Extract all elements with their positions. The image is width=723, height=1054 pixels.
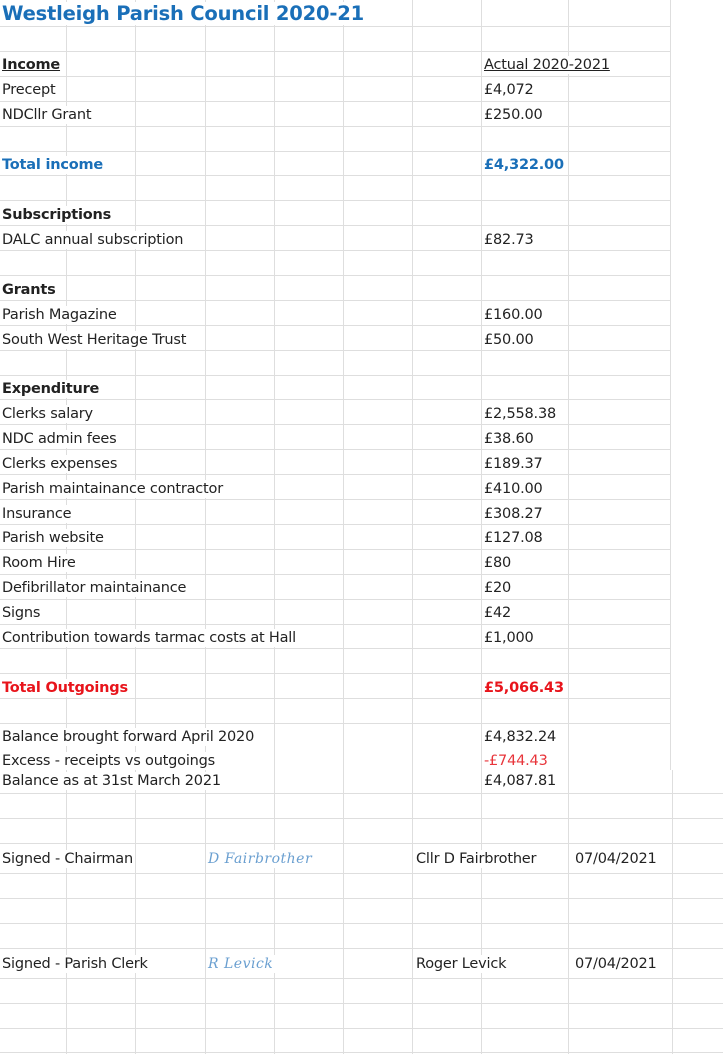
gridline-row: [0, 399, 670, 400]
gridline-row: [0, 818, 723, 819]
grant-item-amount[interactable]: £160.00: [484, 307, 543, 323]
gridline-row: [0, 51, 670, 52]
expenditure-item-label[interactable]: Clerks salary: [2, 406, 93, 422]
excess-label[interactable]: Excess - receipts vs outgoings: [2, 753, 216, 769]
expenditure-item-amount[interactable]: £38.60: [484, 431, 534, 447]
total-outgoings-label[interactable]: Total Outgoings: [2, 680, 128, 696]
income-item-amount[interactable]: £4,072: [484, 82, 534, 98]
gridline-row: [0, 574, 670, 575]
gridline-row: [0, 474, 670, 475]
expenditure-item-amount[interactable]: £127.08: [484, 530, 543, 546]
closing-balance-amount[interactable]: £4,087.81: [484, 773, 556, 789]
gridline-col: [66, 770, 67, 1054]
income-heading[interactable]: Income: [2, 57, 61, 73]
gridline-col: [205, 0, 206, 770]
expenditure-heading[interactable]: Expenditure: [2, 381, 100, 397]
expenditure-item-label[interactable]: Signs: [2, 605, 41, 621]
signatory-name[interactable]: Cllr D Fairbrother: [416, 851, 537, 867]
expenditure-item-label[interactable]: Parish website: [2, 530, 104, 546]
gridline-col: [135, 770, 136, 1054]
gridline-row: [0, 1052, 723, 1053]
gridline-col: [670, 0, 671, 770]
expenditure-item-label[interactable]: Insurance: [2, 506, 72, 522]
gridline-col: [412, 770, 413, 1054]
gridline-row: [0, 275, 670, 276]
total-income-label[interactable]: Total income: [2, 157, 104, 173]
gridline-row: [0, 923, 723, 924]
gridline-row: [0, 599, 670, 600]
expenditure-item-amount[interactable]: £1,000: [484, 630, 534, 646]
gridline-row: [0, 200, 670, 201]
gridline-row: [0, 648, 670, 649]
gridline-row: [0, 698, 670, 699]
grant-item-amount[interactable]: £50.00: [484, 332, 534, 348]
expenditure-item-amount[interactable]: £20: [484, 580, 512, 596]
gridline-row: [0, 126, 670, 127]
gridline-col: [135, 0, 136, 770]
excess-amount[interactable]: -£744.43: [484, 753, 548, 769]
gridline-row: [0, 624, 670, 625]
gridline-row: [0, 723, 670, 724]
gridline-col: [205, 770, 206, 1054]
income-item-amount[interactable]: £250.00: [484, 107, 543, 123]
gridline-col: [568, 0, 569, 770]
sheet-title: Westleigh Parish Council 2020-21: [2, 2, 364, 25]
expenditure-item-label[interactable]: NDC admin fees: [2, 431, 117, 447]
gridline-row: [0, 424, 670, 425]
gridline-row: [0, 1028, 723, 1029]
gridline-row: [0, 350, 670, 351]
total-outgoings-amount[interactable]: £5,066.43: [484, 680, 564, 696]
closing-balance-label[interactable]: Balance as at 31st March 2021: [2, 773, 221, 789]
expenditure-item-amount[interactable]: £189.37: [484, 456, 543, 472]
balance-brought-forward-label[interactable]: Balance brought forward April 2020: [2, 729, 255, 745]
gridline-col: [274, 770, 275, 1054]
gridline-row: [0, 26, 670, 27]
gridline-row: [0, 549, 670, 550]
expenditure-item-amount[interactable]: £42: [484, 605, 512, 621]
grant-item-label[interactable]: South West Heritage Trust: [2, 332, 187, 348]
gridline-row: [0, 175, 670, 176]
gridline-row: [0, 76, 670, 77]
signatory-name[interactable]: Roger Levick: [416, 956, 507, 972]
gridline-row: [0, 499, 670, 500]
balance-brought-forward-amount[interactable]: £4,832.24: [484, 729, 556, 745]
gridline-row: [0, 948, 723, 949]
gridline-row: [0, 101, 670, 102]
gridline-row: [0, 325, 670, 326]
actual-column-heading[interactable]: Actual 2020-2021: [484, 57, 610, 73]
chairman-signature: D Fairbrother: [208, 851, 313, 867]
subscription-item-label[interactable]: DALC annual subscription: [2, 232, 184, 248]
gridline-row: [0, 300, 670, 301]
total-income-amount[interactable]: £4,322.00: [484, 157, 564, 173]
gridline-row: [0, 250, 670, 251]
income-item-label[interactable]: Precept: [2, 82, 56, 98]
expenditure-item-amount[interactable]: £80: [484, 555, 512, 571]
gridline-col: [481, 0, 482, 770]
expenditure-item-label[interactable]: Parish maintainance contractor: [2, 481, 223, 497]
signature-date[interactable]: 07/04/2021: [575, 851, 657, 867]
gridline-col: [412, 0, 413, 770]
gridline-row: [0, 375, 670, 376]
grant-item-label[interactable]: Parish Magazine: [2, 307, 117, 323]
subscription-item-amount[interactable]: £82.73: [484, 232, 534, 248]
gridline-row: [0, 873, 723, 874]
gridline-col: [343, 770, 344, 1054]
expenditure-item-amount[interactable]: £308.27: [484, 506, 543, 522]
gridline-row: [0, 793, 723, 794]
gridline-col: [672, 770, 673, 1054]
gridline-row: [0, 978, 723, 979]
signature-date[interactable]: 07/04/2021: [575, 956, 657, 972]
signature-role-label[interactable]: Signed - Parish Clerk: [2, 956, 148, 972]
gridline-row: [0, 673, 670, 674]
gridline-row: [0, 898, 723, 899]
clerk-signature: R Levick: [208, 956, 274, 972]
expenditure-item-label[interactable]: Defibrillator maintainance: [2, 580, 187, 596]
gridline-col: [274, 0, 275, 770]
gridline-col: [568, 770, 569, 1054]
gridline-row: [0, 843, 723, 844]
signature-role-label[interactable]: Signed - Chairman: [2, 851, 133, 867]
gridline-row: [0, 449, 670, 450]
gridline-col: [481, 770, 482, 1054]
expenditure-item-amount[interactable]: £410.00: [484, 481, 543, 497]
income-item-label[interactable]: NDCllr Grant: [2, 107, 92, 123]
expenditure-item-amount[interactable]: £2,558.38: [484, 406, 556, 422]
gridline-row: [0, 151, 670, 152]
gridline-row: [0, 225, 670, 226]
gridline-row: [0, 1003, 723, 1004]
expenditure-item-label[interactable]: Room Hire: [2, 555, 76, 571]
expenditure-item-label[interactable]: Contribution towards tarmac costs at Hall: [2, 630, 296, 646]
subscriptions-heading[interactable]: Subscriptions: [2, 207, 112, 223]
grants-heading[interactable]: Grants: [2, 282, 56, 298]
gridline-col: [343, 0, 344, 770]
expenditure-item-label[interactable]: Clerks expenses: [2, 456, 118, 472]
gridline-row: [0, 524, 670, 525]
